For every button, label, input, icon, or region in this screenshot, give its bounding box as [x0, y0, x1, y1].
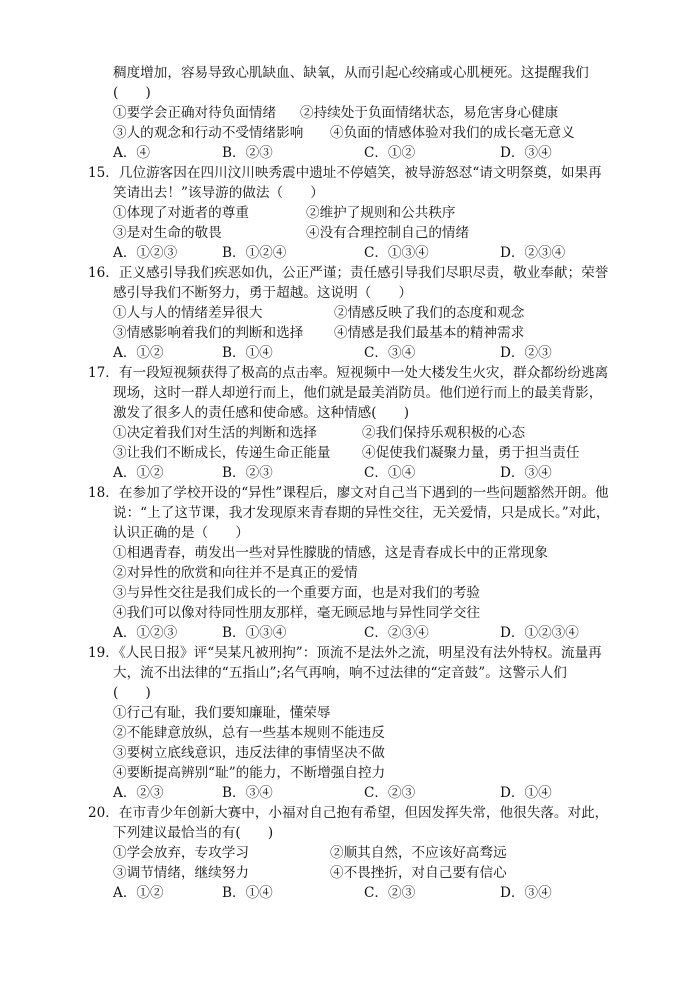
q19-stem-line-2: 大，流不出法律的“五指山”;名气再响，响不过法律的“定音鼓”。这警示人们: [113, 665, 567, 681]
q14-option-a: A．④: [113, 145, 151, 161]
q14-item-3: ③人的观念和行动不受情绪影响: [113, 125, 304, 141]
q20-stem-line-1: 20．在市青少年创新大赛中，小福对自己抱有希望，但因发挥失常，他很失落。对此，: [88, 805, 609, 821]
q15-option-d: D．②③④: [500, 245, 566, 261]
q18-option-d: D．①②③④: [500, 625, 579, 641]
q20-option-b: B．①④: [222, 885, 273, 901]
q18-item-1: ①相遇青春，萌发出一些对异性朦胧的情感，这是青春成长中的正常现象: [113, 545, 548, 561]
q18-option-c: C．②③④: [364, 625, 429, 641]
q17-stem-line-3: 激发了很多人的责任感和使命感。这种情感( ): [113, 405, 410, 421]
q19-option-d: D．①④: [500, 785, 552, 801]
q19-stem-line-3: ( ): [113, 685, 151, 701]
q17-option-a: A．①②: [113, 465, 164, 481]
q15-stem-line-2: 笑请出去！”该导游的做法（ ）: [113, 185, 324, 201]
q16-option-a: A．①②: [113, 345, 164, 361]
q16-option-d: D．②③: [500, 345, 552, 361]
q14-item-2: ②持续处于负面情绪状态，易危害身心健康: [300, 105, 559, 121]
q16-item-2: ②情感反映了我们的态度和观念: [334, 305, 525, 321]
q17-item-4: ④促使我们凝聚力量，勇于担当责任: [362, 445, 580, 461]
q14-stem-line-2: ( ): [113, 85, 151, 101]
q18-option-a: A．①②③: [113, 625, 178, 641]
q20-item-3: ③调节情绪，继续努力: [113, 865, 249, 881]
q19-option-a: A．②③: [113, 785, 164, 801]
q18-stem-line-2: 说：“上了这节课，我才发现原来青春期的异性交往，无关爱情，只是成长。”对此，: [113, 505, 610, 521]
q20-item-2: ②顺其自然，不应该好高骛远: [330, 845, 507, 861]
q20-stem-line-2: 下列建议最恰当的有( ): [113, 825, 274, 841]
q19-item-1: ①行己有耻，我们要知廉耻，懂荣辱: [113, 705, 331, 721]
q20-option-c: C．②③: [364, 885, 416, 901]
q18-item-2: ②对异性的欣赏和向往并不是真正的爱情: [113, 565, 358, 581]
q19-item-3: ③要树立底线意识，违反法律的事情坚决不做: [113, 745, 385, 761]
q17-stem-line-1: 17．有一段短视频获得了极高的点击率。短视频中一处大楼发生火灾，群众都纷纷逃离: [88, 365, 609, 381]
q19-stem-line-1: 19．《人民日报》评“吴某凡被刑拘”：顶流不是法外之流，明星没有法外特权。流量再: [88, 645, 602, 661]
q15-item-2: ②维护了规则和公共秩序: [306, 205, 456, 221]
q18-option-b: B．①③④: [222, 625, 287, 641]
q20-option-d: D．③④: [500, 885, 552, 901]
q15-item-1: ①体现了对逝者的尊重: [113, 205, 249, 221]
q14-stem-line-1: 稠度增加，容易导致心肌缺血、缺氧，从而引起心绞痛或心肌梗死。这提醒我们: [113, 65, 589, 81]
q16-item-3: ③情感影响着我们的判断和选择: [113, 325, 304, 341]
q17-item-2: ②我们保持乐观积极的心态: [362, 425, 526, 441]
q16-stem-line-2: 感引导我们不断努力，勇于超越。这说明（ ）: [113, 285, 413, 301]
q15-option-c: C．①③④: [364, 245, 429, 261]
q14-option-d: D．③④: [500, 145, 552, 161]
q16-stem-line-1: 16．正义感引导我们疾恶如仇，公正严谨；责任感引导我们尽职尽责，敬业奉献；荣誉: [88, 265, 609, 281]
q16-item-1: ①人与人的情绪差异很大: [113, 305, 263, 321]
q17-item-1: ①决定着我们对生活的判断和选择: [113, 425, 317, 441]
q19-item-4: ④要断提高辨别“耻”的能力，不断增强自控力: [113, 765, 386, 781]
q20-item-1: ①学会放弃，专攻学习: [113, 845, 249, 861]
q16-option-c: C．③④: [364, 345, 416, 361]
q15-item-4: ④没有合理控制自己的情绪: [306, 225, 470, 241]
q16-item-4: ④情感是我们最基本的精神需求: [334, 325, 525, 341]
q17-option-c: C．①④: [364, 465, 416, 481]
q20-option-a: A．①②: [113, 885, 164, 901]
q17-stem-line-2: 现场，这时一群人却逆行而上，他们就是最美消防员。他们逆行而上的最美背影，: [113, 385, 603, 401]
q15-stem-line-1: 15．几位游客因在四川汶川映秀震中遗址不停嬉笑，被导游怒怼“请文明祭奠，如果再: [88, 165, 602, 181]
q17-option-b: B．②③: [222, 465, 273, 481]
q15-item-3: ③是对生命的敬畏: [113, 225, 222, 241]
q17-option-d: D．③④: [500, 465, 552, 481]
q19-option-c: C．②③: [364, 785, 416, 801]
q19-option-b: B．③④: [222, 785, 273, 801]
q15-option-b: B．①②④: [222, 245, 287, 261]
q16-option-b: B．①④: [222, 345, 273, 361]
q20-item-4: ④不畏挫折，对自己要有信心: [330, 865, 507, 881]
q15-option-a: A．①②③: [113, 245, 178, 261]
q18-item-3: ③与异性交往是我们成长的一个重要方面，也是对我们的考验: [113, 585, 481, 601]
q17-item-3: ③让我们不断成长，传递生命正能量: [113, 445, 331, 461]
q14-item-4: ④负面的情感体验对我们的成长毫无意义: [330, 125, 575, 141]
q14-option-b: B．②③: [222, 145, 273, 161]
q18-stem-line-3: 认识正确的是（ ）: [113, 525, 249, 541]
q18-item-4: ④我们可以像对待同性朋友那样，毫无顾忌地与异性同学交往: [113, 605, 481, 621]
q14-option-c: C．①②: [364, 145, 416, 161]
q14-item-1: ①要学会正确对待负面情绪: [113, 105, 277, 121]
q19-item-2: ②不能肆意放纵，总有一些基本规则不能违反: [113, 725, 385, 741]
q18-stem-line-1: 18．在参加了学校开设的“异性”课程后，廖文对自己当下遇到的一些问题豁然开朗。他: [88, 485, 609, 501]
